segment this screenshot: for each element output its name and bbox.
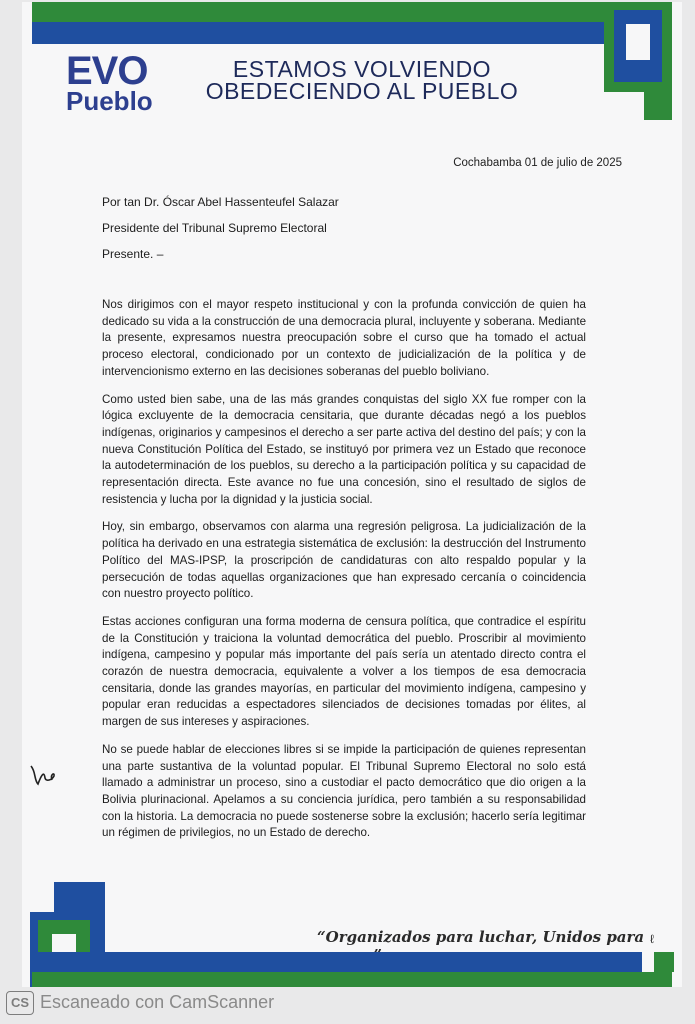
header-green-band bbox=[32, 2, 617, 22]
camscanner-watermark-text: Escaneado con CamScanner bbox=[40, 992, 275, 1012]
logo-pueblo-text: Pueblo bbox=[66, 86, 153, 116]
evo-pueblo-logo bbox=[66, 49, 176, 116]
body-paragraph: Nos dirigimos con el mayor respeto institucional y con la profunda convicción de quien ha dedicado su vida a la construcción de una democracia plural, incluyente y soberana. Mediante la presente, expresamos nuestra preocupación sobre el curso que ha tomado el actual proceso electoral, condicionado por un contexto de judicialización de la política y de intervencionismo externo en las decisiones soberanas del pueblo boliviano. bbox=[102, 298, 587, 378]
footer-green-band bbox=[32, 972, 672, 987]
recipient-title: Presidente del Tribunal Supremo Electoral bbox=[102, 221, 327, 235]
camscanner-logo-icon: CS bbox=[6, 991, 34, 1015]
recipient-name: Por tan Dr. Óscar Abel Hassenteufel Salazar bbox=[102, 195, 339, 209]
letter-date: Cochabamba 01 de julio de 2025 bbox=[453, 157, 622, 169]
header-corner-ornament bbox=[604, 2, 672, 120]
footer-blue-band bbox=[32, 952, 642, 972]
headline-line-2: OBEDECIENDO AL PUEBLO bbox=[205, 78, 519, 104]
logo-evo-text: EVO bbox=[66, 49, 148, 93]
header-blue-band bbox=[32, 22, 617, 44]
letter-page bbox=[22, 2, 682, 987]
recipient-presente: Presente. – bbox=[102, 247, 164, 261]
letterhead-slogan bbox=[182, 58, 542, 102]
footer-slogan: “Organizados para luchar, Unidos para bbox=[317, 928, 645, 946]
body-paragraph: Como usted bien sabe, una de las más grandes conquistas del siglo XX fue romper con la lógica excluyente de la democracia censitaria, que durante décadas negó a los pueblos indígenas, originarios y campesinos el derecho a ser parte activa del destino del país; y con la nueva Constitución Política del Estado, se instituyó por primera vez un Estado que reconoce la autodeterminación de los pueblos, su derecho a la participación política y su capacidad de representación directa. Este avance no fue una concesión, sino el resultado de siglos de resistencia y lucha por la dignidad y la justicia social. bbox=[102, 392, 586, 506]
footer-green-square bbox=[654, 952, 674, 972]
body-paragraph: Estas acciones configuran una forma moderna de censura política, que contradice el espíritu de la Constitución y traiciona la voluntad democrática del pueblo. Proscribir al movimiento indígena, campesino y popular más importante del país sería un atentado directo contra el corazón de nuestra democracia, equivalente a volver a los tiempos de esa democracia censitaria, donde las grandes mayorías, en particular del movimiento indígena, campesino y popular eran reducidas a espectadores silenciados de decisiones tomadas por élites, al margen de sus intereses y aspiraciones. bbox=[102, 614, 586, 729]
footer-mark: ℓ bbox=[650, 932, 654, 946]
body-paragraph: No se puede hablar de elecciones libres si se impide la participación de quienes representan una parte sustantiva de la voluntad popular. El Tribunal Supremo Electoral no solo está llamado a administrar un proceso, sino a custodiar el pacto democrático que dio origen a la Bolivia plurinacional. Apelamos a su conciencia jurídica, pero también a su responsabilidad con la historia. La democracia no puede sostenerse sobre la exclusión; hacerlo sería legitimar un régimen de privilegios, no un Estado de derecho. bbox=[102, 742, 586, 840]
headline-line-1: ESTAMOS VOLVIENDO bbox=[232, 56, 492, 82]
letter-body bbox=[102, 297, 586, 853]
margin-initials-signature bbox=[28, 762, 64, 788]
body-paragraph: Hoy, sin embargo, observamos con alarma una regresión peligrosa. La judicialización de la política ha derivado en una estrategia sistemática de exclusión: la destrucción del Instrumento Político del MAS-IPSP, la proscripción de candidaturas con alto respaldo popular y la persecución de todas aquellas organizaciones que han expresado cercanía o coincidencia con nuestro proyecto político. bbox=[102, 520, 586, 601]
